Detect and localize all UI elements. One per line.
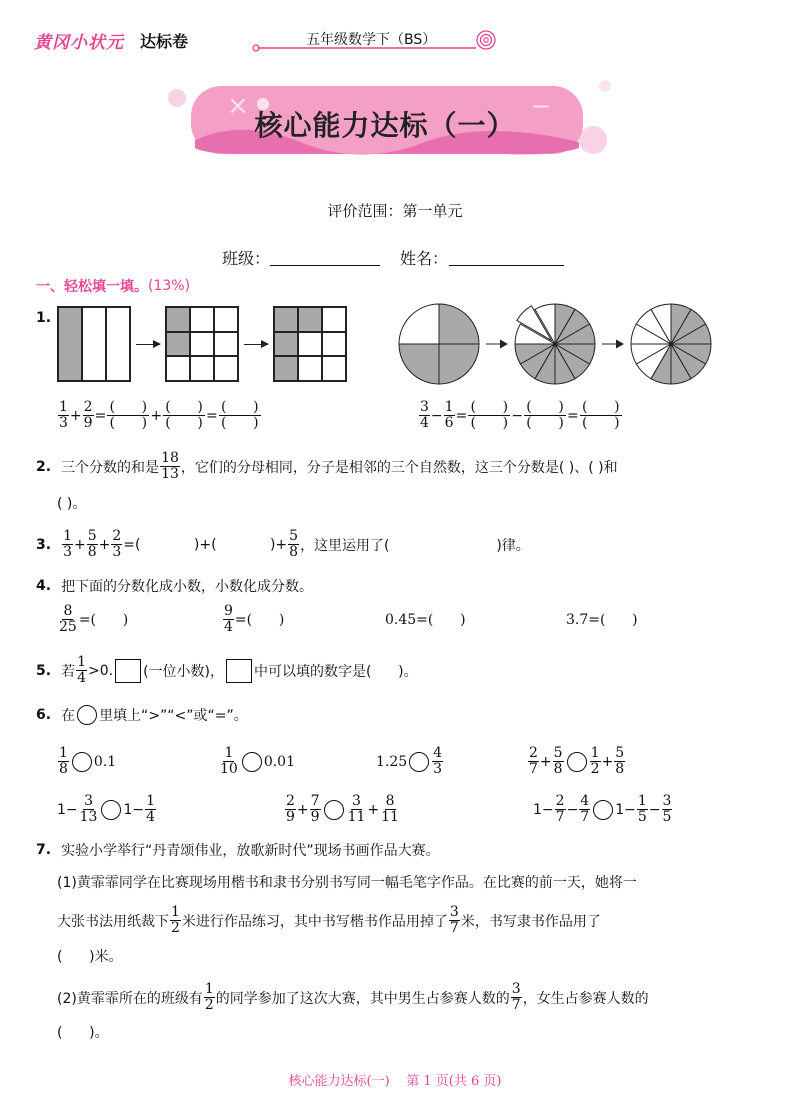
pie-sector [399,344,439,384]
rect-ninths-2 [273,306,347,382]
q6-r2-c: 1− $\frac{2}{7}$ − $\frac{4}{7}$ 1− $\frac{1}{5}$ − $\frac{3}{5}$ [533,793,672,825]
svg-text:−: − [531,92,552,120]
pie-sector [439,344,479,384]
compare-circle[interactable] [593,800,613,820]
banner-title: 核心能力达标（一） [254,109,516,142]
compare-circle[interactable] [324,800,344,820]
q4-item-2: $\frac{9}{4}$ =( ) [224,603,285,635]
q4-item-3: 0.45=( ) [385,612,466,628]
pie-arrow-head [500,340,508,349]
q1-number: 1. [36,310,52,326]
circle-diagrams [395,302,725,388]
compare-circle[interactable] [72,752,92,772]
q6-r1-d: $\frac{2}{7}$ + $\frac{5}{8}$ $\frac{1}{2}$ + $\frac{5}{8}$ [529,745,625,777]
compare-circle-example [77,705,97,725]
q6-heading: 6. 在 里填上“>”“<”或“=”。 [36,707,248,724]
answer-box-1[interactable] [115,659,141,683]
rect-thirds [57,306,131,382]
name-label: 姓名： [400,249,449,268]
series-label: 达标卷 [140,32,189,51]
q7-p1-line-1: (1)黄霏霏同学在比赛现场用楷书和隶书分别书写同一幅毛笔字作品。在比赛的前一天，她将一 [57,875,637,891]
arrow-1 [136,344,160,345]
q6-r1-c: 1.25 $\frac{4}{3}$ [376,745,443,777]
q7-intro: 7. 实验小学举行“丹青颂伟业，放歌新时代”现场书画作品大赛。 [36,842,440,859]
brand-logo: 黄冈小状元 [34,33,124,53]
q7-p2-line-1: (2)黄霏霏所在的班级有 $\frac{1}{2}$ 的同学参加了这次大赛，其中男生占参赛人数的 $\frac{3}{7}$ ，女生占参赛人数的 [57,981,649,1013]
section1-heading [36,276,190,296]
class-field[interactable] [270,264,380,266]
q6-r1-b: $\frac{1}{10}$ 0.01 [220,745,295,777]
q6-r2-b: $\frac{2}{9}$ + $\frac{7}{9}$ $\frac{3}{11}$ + $\frac{8}{11}$ [286,793,399,825]
pie-sector [439,304,479,344]
q3-line: 3. $\frac{1}{3}$ + $\frac{5}{8}$ + $\frac{2}{3}$ =( )+( )+ $\frac{5}{8}$ ，这里运用了( )律。 [36,528,530,560]
answer-box-2[interactable] [226,659,252,683]
compare-circle[interactable] [409,752,429,772]
section1-title: 一、轻松填一填。 [36,279,148,295]
page-footer: 核心能力达标(一) 第 1 页(共 6 页) [288,1074,502,1089]
pie-arrow-head [616,340,624,349]
section1-score: (13%) [148,278,191,294]
q1-equation-1: $\frac{1}{3}$ + $\frac{2}{9}$ = $\frac{( )}{( )}$ + $\frac{( )}{( )}$ = $\frac{( )}{( )}$ [57,400,262,431]
q6-r1-a: $\frac{1}{8}$ 0.1 [59,745,117,777]
rect-ninths-1 [165,306,239,382]
arrow-2 [244,344,268,345]
q4-item-1: $\frac{8}{25}$ =( ) [59,603,129,635]
evaluation-scope: 评价范围：第一单元 [327,202,463,220]
subject-label: 五年级数学下（BS） [306,32,437,48]
pie-sector [399,304,439,344]
q6-r2-a: 1− $\frac{3}{13}$ 1− $\frac{1}{4}$ [57,793,156,825]
q4-item-4: 3.7=( ) [566,612,638,628]
q7-p1-line-2: 大张书法用纸裁下 $\frac{1}{2}$ 米进行作品练习，其中书写楷书作品用掉了 $\frac{3}{7}$ 米，书写隶书作品用了 [57,904,601,936]
name-field[interactable] [449,264,564,266]
q1-equation-2: $\frac{3}{4}$ − $\frac{1}{6}$ = $\frac{( )}{( )}$ − $\frac{( )}{( )}$ = $\frac{( )}{( )}$ [418,400,623,431]
q2-line-2: ( )。 [57,496,87,512]
compare-circle[interactable] [101,800,121,820]
q2-line-1: 2. 三个分数的和是 $\frac{18}{13}$ ，它们的分母相同，分子是相邻的三个自然数，这三个分数是( )、( )和 [36,450,618,482]
svg-text:×: × [227,91,249,121]
compare-circle[interactable] [567,752,587,772]
q7-p2-line-2: ( )。 [57,1025,109,1041]
q5-line: 5. 若 $\frac{1}{4}$ >0. (一位小数)， 中可以填的数字是( )。 [36,654,418,686]
class-label: 班级： [222,249,271,268]
compare-circle[interactable] [242,752,262,772]
q7-p1-line-3: ( )米。 [57,949,123,965]
q4-heading: 4. 把下面的分数化成小数，小数化成分数。 [36,578,314,595]
